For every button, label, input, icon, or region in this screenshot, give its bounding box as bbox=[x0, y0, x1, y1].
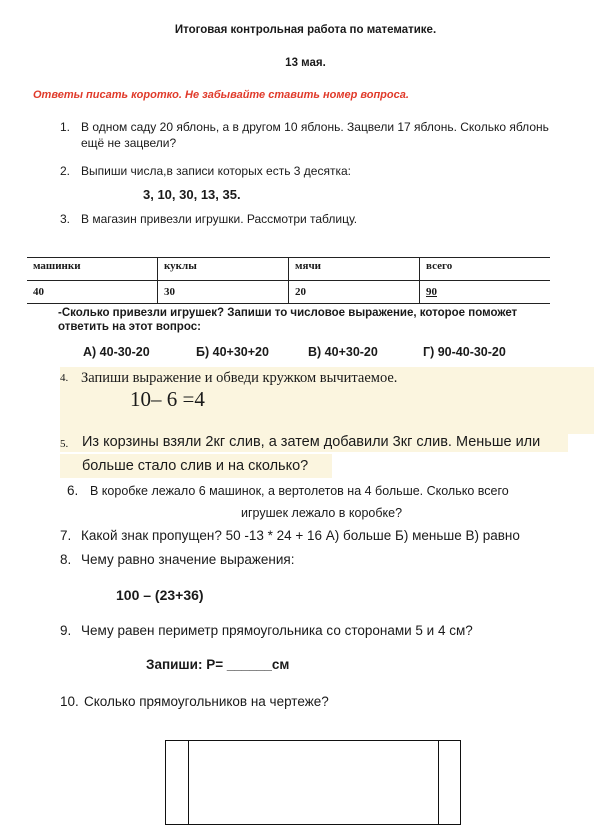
table-cell: 30 bbox=[158, 281, 289, 304]
question-2-numbers: 3, 10, 30, 13, 35. bbox=[143, 187, 241, 202]
page-title: Итоговая контрольная работа по математике. bbox=[174, 24, 437, 36]
table-header-cell: мячи bbox=[289, 258, 420, 281]
question-5-text: Из корзины взяли 2кг слив, а затем добавили 3кг слив. Меньше или bbox=[82, 434, 541, 450]
question-8-number: 8. bbox=[60, 552, 72, 567]
option-d: Г) 90-40-30-20 bbox=[423, 345, 506, 359]
instructions: Ответы писать коротко. Не забывайте ставить номер вопроса. bbox=[33, 89, 409, 101]
option-a: А) 40-30-20 bbox=[83, 345, 150, 359]
table-header-row bbox=[27, 258, 550, 281]
rectangle-divider-right bbox=[438, 740, 439, 825]
question-6-number: 6. bbox=[67, 483, 79, 498]
table-header-cell: куклы bbox=[158, 258, 289, 281]
question-3-number: 3. bbox=[60, 212, 71, 226]
table-header-cell: машинки bbox=[27, 258, 158, 281]
table-cell-total: 90 bbox=[420, 281, 551, 304]
question-9-text: Чему равен периметр прямоугольника со сторонами 5 и 4 см? bbox=[81, 623, 473, 638]
table-cell: 20 bbox=[289, 281, 420, 304]
question-8-expression: 100 – (23+36) bbox=[116, 587, 204, 603]
question-10-text: Сколько прямоугольников на чертеже? bbox=[84, 694, 329, 709]
question-6-text: В коробке лежало 6 машинок, а вертолетов на 4 больше. Сколько всего bbox=[90, 484, 509, 498]
question-4-text: Запиши выражение и обведи кружком вычитаемое. bbox=[81, 370, 398, 386]
question-1-text: В одном саду 20 яблонь, а в другом 10 яблонь. Зацвели 17 яблонь. Сколько яблонь bbox=[81, 120, 549, 134]
outer-rectangle bbox=[165, 740, 461, 825]
question-2-text: Выпиши числа,в записи которых есть 3 десятка: bbox=[81, 164, 351, 178]
rectangle-divider-left bbox=[188, 740, 189, 825]
question-1-number: 1. bbox=[60, 120, 71, 134]
table-row bbox=[27, 281, 550, 304]
option-c: В) 40+30-20 bbox=[308, 345, 378, 359]
test-date: 13 мая. bbox=[285, 57, 326, 69]
option-b: Б) 40+30+20 bbox=[196, 345, 269, 359]
question-5-text-cont: больше стало слив и на сколько? bbox=[82, 458, 309, 474]
question-9-number: 9. bbox=[60, 623, 72, 638]
question-6-text-cont: игрушек лежало в коробке? bbox=[241, 506, 403, 520]
question-3-subquestion-cont: ответить на этот вопрос: bbox=[58, 321, 201, 333]
question-7-number: 7. bbox=[60, 528, 72, 543]
question-2-number: 2. bbox=[60, 164, 71, 178]
question-1-text-cont: ещё не зацвели? bbox=[81, 136, 177, 150]
question-3-text: В магазин привезли игрушки. Рассмотри таблицу. bbox=[81, 212, 358, 226]
question-3-subquestion: -Сколько привезли игрушек? Запиши то числовое выражение, которое поможет bbox=[58, 307, 518, 319]
question-7-text: Какой знак пропущен? 50 -13 * 24 + 16 А) больше Б) меньше В) равно bbox=[81, 528, 520, 543]
question-10-number: 10. bbox=[60, 694, 79, 709]
toys-table bbox=[27, 257, 550, 304]
question-9-answer-line: Запиши: Р= ______см bbox=[146, 657, 290, 672]
question-4-number: 4. bbox=[60, 372, 69, 384]
table-cell: 40 bbox=[27, 281, 158, 304]
table-header-cell: всего bbox=[420, 258, 551, 281]
question-4-expression: 10– 6 =4 bbox=[130, 387, 205, 411]
question-5-number: 5. bbox=[60, 438, 69, 450]
question-8-text: Чему равно значение выражения: bbox=[81, 552, 295, 567]
